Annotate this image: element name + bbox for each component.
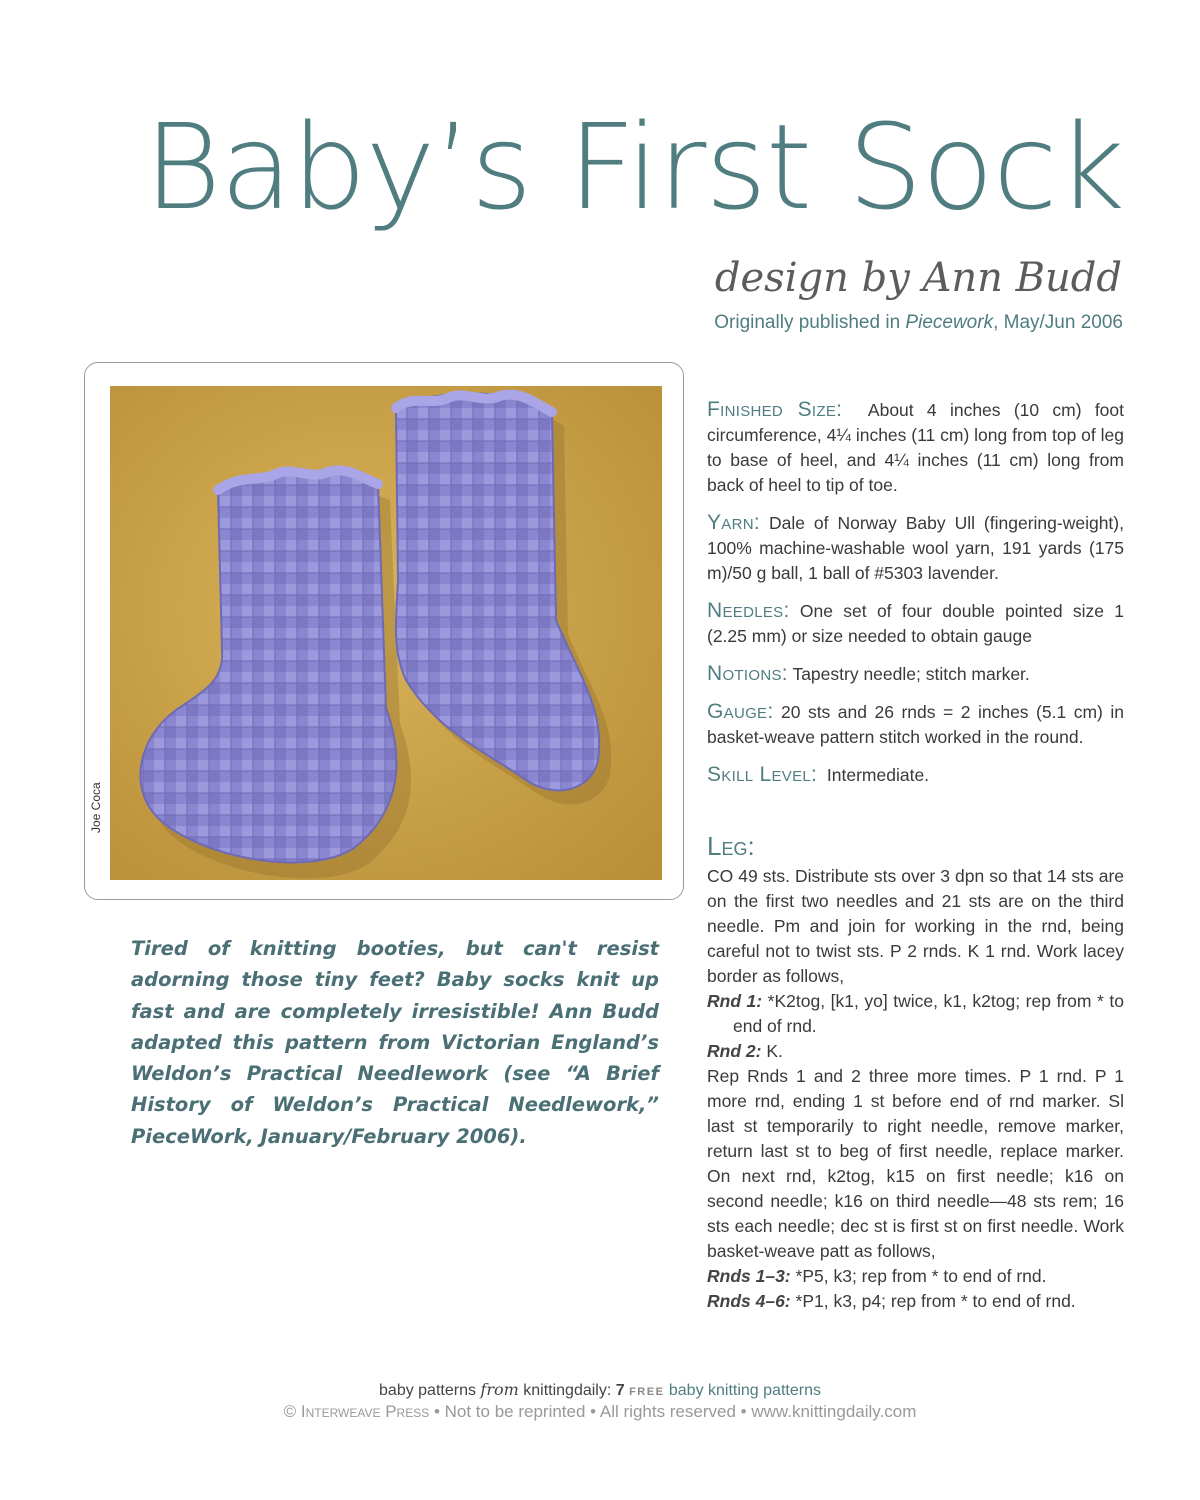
- spec-text: Tapestry needle; stitch marker.: [792, 664, 1030, 684]
- spec-text: 20 sts and 26 rnds = 2 inches (5.1 cm) in basket-weave pattern stitch worked in the round.: [707, 702, 1124, 747]
- page-title: Baby’s First Sock: [144, 98, 1124, 236]
- rnd-label: Rnd 1:: [707, 991, 763, 1011]
- publication-note: [714, 312, 1123, 334]
- spec-needles: [707, 598, 1124, 649]
- spec-finished-size: [707, 397, 1124, 498]
- footer-series-from: from: [480, 1380, 519, 1399]
- footer-copyright-line: [0, 1402, 1200, 1422]
- byline: design by Ann Budd: [714, 255, 1122, 301]
- leg-rnds-1-3: [707, 1264, 1124, 1289]
- spec-label: Skill Level:: [707, 763, 818, 786]
- footer-series-count: 7: [615, 1382, 630, 1399]
- spec-gauge: [707, 699, 1124, 750]
- footer-series-line: [0, 1380, 1200, 1400]
- publication-prefix: Originally published in: [714, 312, 906, 333]
- rnd-text: *P5, k3; rep from * to end of rnd.: [795, 1266, 1047, 1286]
- spec-label: Notions:: [707, 662, 788, 685]
- spec-skill-level: [707, 762, 1124, 788]
- leg-heading: Leg:: [707, 831, 755, 861]
- pattern-specs: [707, 397, 1124, 800]
- rnd-label: Rnds 1–3:: [707, 1266, 791, 1286]
- publication-magazine: Piecework: [905, 312, 994, 333]
- photo-frame: [84, 362, 684, 900]
- footer-copyright-rest: • Not to be reprinted • All rights reserved • www.knittingdaily.com: [429, 1402, 917, 1421]
- spec-text: Dale of Norway Baby Ull (fingering-weight), 100% machine-washable wool yarn, 191 yards (175 m)/50 g ball, 1 ball of #5303 lavender.: [707, 513, 1124, 583]
- footer-publisher: Interweave Press: [300, 1402, 430, 1421]
- intro-paragraph: Tired of knitting booties, but can't resist adorning those tiny feet? Baby socks knit up fast and are completely irresistible! Ann Budd adapted this pattern from Victorian England’s Weldon’s Practical Needlework (see “A Brief History of Weldon’s Practical Needlework,” PieceWork, January/February 2006).: [131, 937, 659, 1148]
- spec-label: Finished Size:: [707, 398, 843, 421]
- sock-illustration: [110, 386, 662, 880]
- leg-rnd-1: [707, 989, 1124, 1039]
- leg-paragraph-1: CO 49 sts. Distribute sts over 3 dpn so that 14 sts are on the first two needles and 21 sts are on the third needle. Pm and join for working in the rnd, being careful not to twist sts. P 2 rnds. K 1 rnd. Work lacey border as follows,: [707, 866, 1124, 986]
- leg-paragraph-2: Rep Rnds 1 and 2 three more times. P 1 rnd. P 1 more rnd, ending 1 st before end of rnd marker. Sl last st temporarily to right needle, remove marker, return last st to beg of first needle, replace marker. On next rnd, k2tog, k15 on first needle; k16 on second needle; k16 on third needle—48 sts rem; 16 sts each needle; dec st is first st on first needle. Work basket-weave patt as follows,: [707, 1066, 1124, 1261]
- footer-series-brand: knittingdaily:: [518, 1382, 616, 1399]
- rnd-text: K.: [766, 1041, 783, 1061]
- footer-series-b: baby knitting patterns: [664, 1382, 821, 1399]
- footer-series-a: baby patterns: [379, 1382, 481, 1399]
- spec-notions: [707, 661, 1124, 687]
- spec-label: Yarn:: [707, 511, 761, 534]
- leg-rnd-2: [707, 1039, 1124, 1064]
- leg-section: [707, 828, 1124, 1314]
- spec-yarn: [707, 510, 1124, 586]
- rnd-text: *K2tog, [k1, yo] twice, k1, k2tog; rep from * to end of rnd.: [733, 991, 1124, 1036]
- footer-series-free: free: [629, 1382, 665, 1399]
- publication-date: , May/Jun 2006: [993, 312, 1123, 333]
- spec-label: Gauge:: [707, 700, 774, 723]
- rnd-label: Rnds 4–6:: [707, 1291, 791, 1311]
- leg-rnds-4-6: [707, 1289, 1124, 1314]
- spec-text: About 4 inches (10 cm) foot circumference, 4¼ inches (11 cm) long from top of leg to base of heel, and 4¼ inches (11 cm) long from back of heel to tip of toe.: [707, 400, 1125, 495]
- spec-text: One set of four double pointed size 1 (2.25 mm) or size needed to obtain gauge: [707, 601, 1124, 646]
- rnd-label: Rnd 2:: [707, 1041, 762, 1061]
- footer-copyright-symbol: ©: [283, 1402, 301, 1421]
- spec-text: Intermediate.: [826, 765, 930, 785]
- photo-credit: Joe Coca: [89, 782, 103, 833]
- spec-label: Needles:: [707, 599, 790, 622]
- rnd-text: *P1, k3, p4; rep from * to end of rnd.: [795, 1291, 1076, 1311]
- sock-photo: [110, 386, 662, 880]
